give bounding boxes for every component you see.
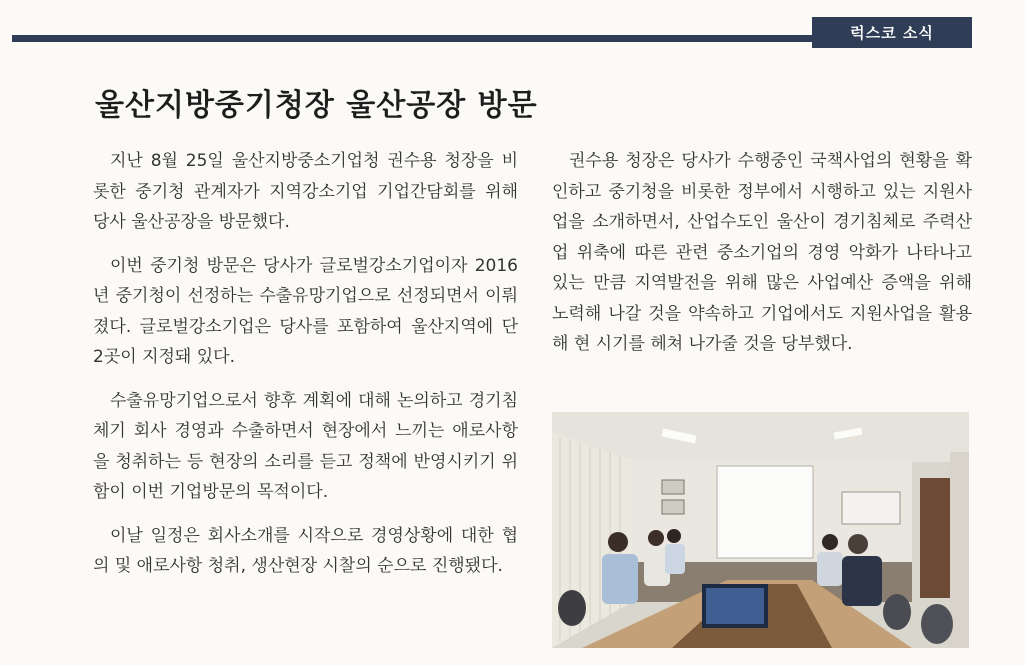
paragraph: 이날 일정은 회사소개를 시작으로 경영상황에 대한 협의 및 애로사항 청취, 생산현장 시찰의 순으로 진행됐다. <box>93 525 518 576</box>
article-right-column <box>552 146 972 373</box>
paragraph: 이번 중기청 방문은 당사가 글로벌강소기업이자 2016년 중기청이 선정하는 수출유망기업으로 선정되면서 이뤄졌다. 글로벌강소기업은 당사를 포함하여 울산지역에 단 2곳이 지정돼 있다. <box>93 255 518 367</box>
person <box>817 552 843 586</box>
paragraph: 수출유망기업으로서 향후 계획에 대해 논의하고 경기침체기 회사 경영과 수출하면서 현장에서 느끼는 애로사항을 청취하는 등 현장의 소리를 듣고 정책에 반영시키기 위함이 이번 기업방문의 목적이다. <box>93 390 518 502</box>
person <box>665 544 685 574</box>
wall-poster <box>842 492 900 524</box>
person <box>602 554 638 604</box>
header-rule <box>12 35 812 42</box>
article-left-column <box>93 146 518 595</box>
projection-screen <box>717 466 813 558</box>
meeting-photo <box>552 412 969 648</box>
paragraph: 지난 8월 25일 울산지방중소기업청 권수용 청장을 비롯한 중기청 관계자가 지역강소기업 기업간담회를 위해 당사 울산공장을 방문했다. <box>93 151 518 232</box>
section-label: 럭스코 소식 <box>812 17 972 48</box>
door <box>920 478 950 598</box>
person <box>842 556 882 606</box>
paragraph: 권수용 청장은 당사가 수행중인 국책사업의 현황을 확인하고 중기청을 비롯한 정부에서 시행하고 있는 지원사업을 소개하면서, 산업수도인 울산이 경기침체로 주력산업 위축에 따른 관련 중소기업의 경영 악화가 나타나고 있는 만큼 지역발전을 위해 많은 사업예산 증액을 위해 노력해 나갈 것을 약속하고 기업에서도 지원사업을 활용해 현 시기를 헤쳐 나가줄 것을 당부했다. <box>552 151 972 354</box>
article-title: 울산지방중기청장 울산공장 방문 <box>95 88 538 123</box>
